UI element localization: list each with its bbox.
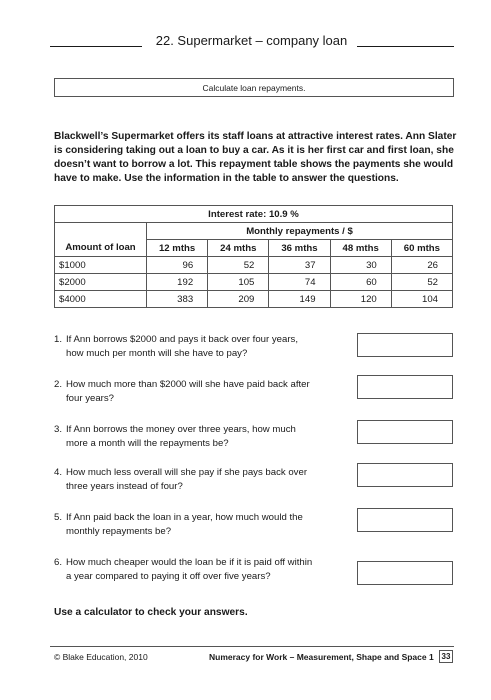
question-number: 1. bbox=[54, 334, 63, 345]
objective-box bbox=[54, 78, 454, 97]
question-text-line2: how much per month will she have to pay? bbox=[66, 348, 248, 359]
monthly-repayments-header: Monthly repayments / $ bbox=[147, 223, 453, 240]
repayment-cell: 105 bbox=[208, 274, 269, 291]
column-header: 36 mths bbox=[269, 240, 330, 257]
page-number: 33 bbox=[439, 650, 453, 663]
footer-rule bbox=[50, 646, 454, 647]
question-4 bbox=[54, 466, 344, 494]
calculator-note: Use a calculator to check your answers. bbox=[54, 607, 248, 618]
question-text-line1: If Ann paid back the loan in a year, how much would the bbox=[66, 512, 303, 523]
repayment-cell: 104 bbox=[391, 291, 452, 308]
table-row bbox=[55, 206, 453, 223]
question-5 bbox=[54, 511, 344, 539]
repayment-cell: 120 bbox=[330, 291, 391, 308]
table-row bbox=[55, 257, 453, 274]
question-text-line1: If Ann borrows the money over three years, how much bbox=[66, 424, 296, 435]
repayment-cell: 37 bbox=[269, 257, 330, 274]
loan-amount-cell: $1000 bbox=[55, 257, 147, 274]
intro-paragraph: Blackwell’s Supermarket offers its staff loans at attractive interest rates. Ann Slater is considering taking out a loan to buy a car. As it is her first car and first loan, she doesn’t want to borrow a lot. This repayment table shows the payments she would have to make. Use the information in the table to answer the questions. bbox=[54, 131, 457, 184]
question-2 bbox=[54, 378, 344, 406]
repayment-cell: 30 bbox=[330, 257, 391, 274]
repayment-cell: 192 bbox=[147, 274, 208, 291]
question-text-line1: How much more than $2000 will she have paid back after bbox=[66, 379, 310, 390]
table-row bbox=[55, 240, 453, 257]
repayment-cell: 60 bbox=[330, 274, 391, 291]
title-rule-right bbox=[357, 46, 454, 47]
objective-text: Calculate loan repayments. bbox=[202, 82, 306, 93]
footer-book-title: Numeracy for Work – Measurement, Shape and Space 1 bbox=[209, 652, 434, 662]
question-text-line1: If Ann borrows $2000 and pays it back over four years, bbox=[66, 334, 298, 345]
page-title-row bbox=[50, 33, 454, 51]
question-text-line2: three years instead of four? bbox=[66, 481, 183, 492]
question-number: 2. bbox=[54, 379, 63, 390]
repayment-cell: 209 bbox=[208, 291, 269, 308]
table-row bbox=[55, 223, 453, 240]
answer-box-1[interactable] bbox=[357, 333, 453, 357]
answer-box-3[interactable] bbox=[357, 420, 453, 444]
question-text-line2: monthly repayments be? bbox=[66, 526, 172, 537]
interest-rate-header: Interest rate: 10.9 % bbox=[55, 206, 453, 223]
answer-box-5[interactable] bbox=[357, 508, 453, 532]
column-header: 60 mths bbox=[391, 240, 452, 257]
footer-copyright: © Blake Education, 2010 bbox=[54, 652, 148, 662]
page-title: 22. Supermarket – company loan bbox=[155, 33, 348, 48]
repayment-cell: 383 bbox=[147, 291, 208, 308]
amount-header: Amount of loan bbox=[55, 240, 147, 257]
question-text-line2: four years? bbox=[66, 393, 114, 404]
question-1 bbox=[54, 333, 344, 361]
empty-header-cell bbox=[55, 223, 147, 240]
answer-box-4[interactable] bbox=[357, 463, 453, 487]
column-header: 24 mths bbox=[208, 240, 269, 257]
repayment-cell: 52 bbox=[208, 257, 269, 274]
question-number: 3. bbox=[54, 424, 63, 435]
repayment-cell: 74 bbox=[269, 274, 330, 291]
question-3 bbox=[54, 423, 344, 451]
repayment-cell: 26 bbox=[391, 257, 452, 274]
repayment-table bbox=[54, 205, 453, 308]
repayment-cell: 52 bbox=[391, 274, 452, 291]
question-number: 5. bbox=[54, 512, 63, 523]
question-number: 6. bbox=[54, 557, 63, 568]
loan-amount-cell: $2000 bbox=[55, 274, 147, 291]
question-text-line2: more a month will the repayments be? bbox=[66, 438, 229, 449]
table-row bbox=[55, 291, 453, 308]
question-number: 4. bbox=[54, 467, 63, 478]
question-text-line2: a year compared to paying it off over five years? bbox=[66, 571, 271, 582]
question-text-line1: How much cheaper would the loan be if it is paid off within bbox=[66, 557, 313, 568]
title-rule-left bbox=[50, 46, 142, 47]
column-header: 12 mths bbox=[147, 240, 208, 257]
answer-box-6[interactable] bbox=[357, 561, 453, 585]
question-6 bbox=[54, 556, 344, 584]
question-text-line1: How much less overall will she pay if she pays back over bbox=[66, 467, 308, 478]
column-header: 48 mths bbox=[330, 240, 391, 257]
answer-box-2[interactable] bbox=[357, 375, 453, 399]
table-row bbox=[55, 274, 453, 291]
loan-amount-cell: $4000 bbox=[55, 291, 147, 308]
repayment-cell: 149 bbox=[269, 291, 330, 308]
repayment-cell: 96 bbox=[147, 257, 208, 274]
